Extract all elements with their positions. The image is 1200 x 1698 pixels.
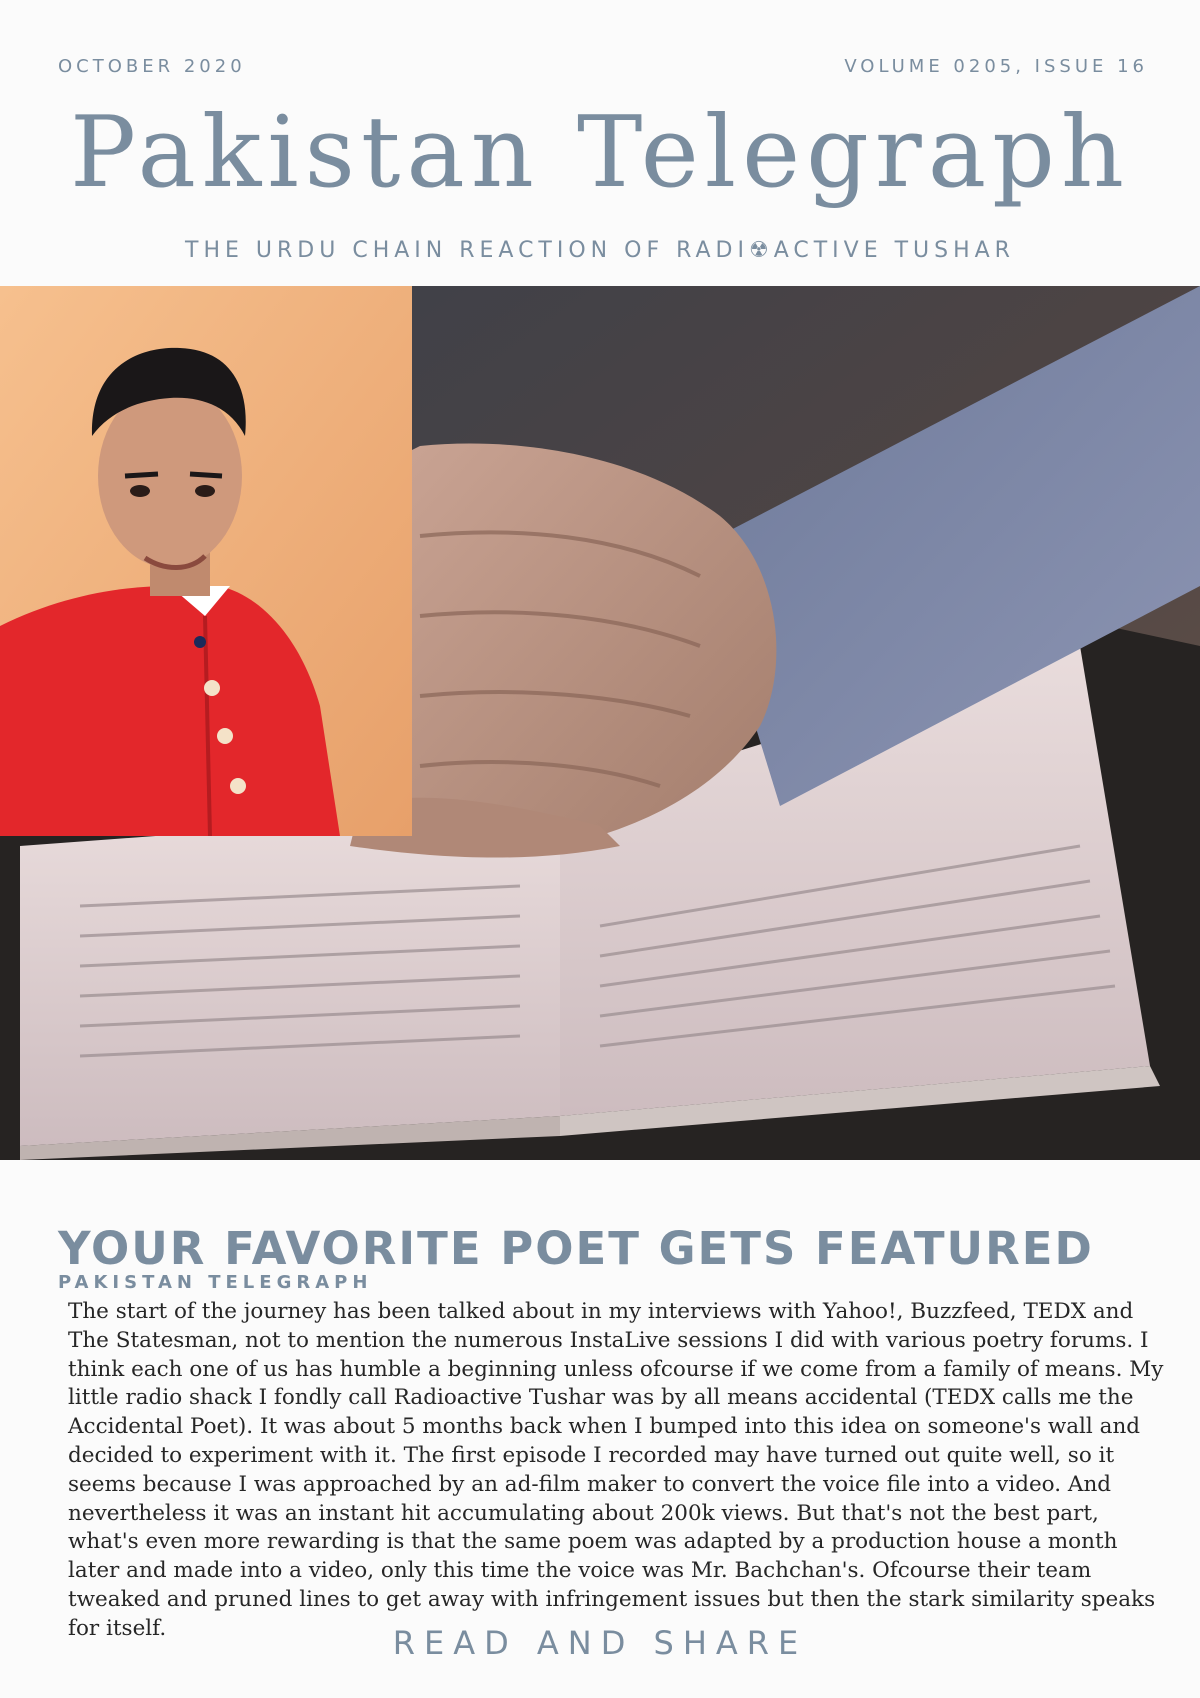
masthead-title: Pakistan Telegraph <box>69 96 1130 210</box>
article-headline: YOUR FAVORITE POET GETS FEATURED <box>58 1222 1094 1276</box>
portrait-illustration <box>0 286 412 836</box>
poet-portrait <box>0 286 412 836</box>
issue-date: OCTOBER 2020 <box>58 56 246 77</box>
article-byline: PAKISTAN TELEGRAPH <box>58 1272 373 1293</box>
volume-issue: VOLUME 0205, ISSUE 16 <box>844 56 1148 77</box>
read-and-share-cta: READ AND SHARE <box>392 1624 808 1662</box>
article-body: The start of the journey has been talked about in my interviews with Yahoo!, Buzzfeed, TEDX and The Statesman, not to mention the numerous InstaLive sessions I did with various poetry forums. I think each one of us has humble a beginning unless ofcourse if we come from a family of means. My little radio shack I fondly call Radioactive Tushar was by all means accidental (TEDX calls me the Accidental Poet). It was about 5 months back when I bumped into this idea on someone's wall and decided to experiment with it. The first episode I recorded may have turned out quite well, so it seems because I was approached by an ad-film maker to convert the voice file into a video. And nevertheless it was an instant hit accumulating about 200k views. But that's not the best part, what's even more rewarding is that the same poem was adapted by a production house a month later and made into a video, only this time the voice was Mr. Bachchan's. Ofcourse their team tweaked and pruned lines to get away with infringement issues but then the stark similarity speaks for itself. <box>68 1299 1164 1641</box>
masthead-tagline: THE URDU CHAIN REACTION OF RADI☢ACTIVE TUSHAR <box>185 238 1015 263</box>
